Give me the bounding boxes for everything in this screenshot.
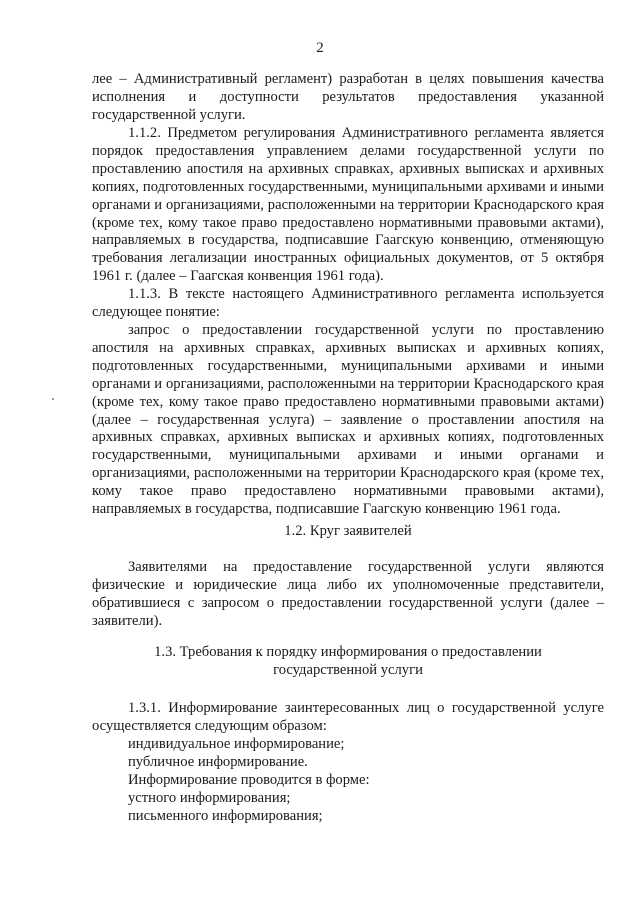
heading-applicants: 1.2. Круг заявителей xyxy=(284,523,412,539)
list-item-oral: устного информирования; xyxy=(128,790,291,806)
paragraph-intro-continuation: лее – Административный регламент) разработан в целях повышения качества исполнения и доступности результатов предоставления указанной государственной услуги. xyxy=(92,71,604,123)
list-heading-forms: Информирование проводится в форме: xyxy=(128,772,370,788)
paragraph-1-1-3: 1.1.3. В тексте настоящего Административного регламента используется следующее понятие: xyxy=(92,286,604,320)
page-number: 2 xyxy=(316,40,324,56)
paragraph-1-3-1: 1.3.1. Информирование заинтересованных лиц о государственной услуге осуществляется следующим образом: xyxy=(92,700,604,734)
heading-line-1: 1.3. Требования к порядку информирования о предоставлении xyxy=(154,644,542,660)
paragraph-definition: запрос о предоставлении государственной услуги по проставлению апостиля на архивных справках, архивных выписках и архивных копиях, подготовленных государственными, муниципальными архивами и иными органами и организациями, расположенными на территории Краснодарского края (кроме тех, кому такое право предоставлено нормативными правовыми актами) (далее – государственная услуга) – заявление о проставлении апостиля на архивных справках, архивных выписках и архивных копиях, подготовленных государственными, муниципальными архивами и иными органами и организациями, расположенными на территории Краснодарского края (кроме тех, кому такое право предоставлено нормативными правовыми актами), направляемых в государства, подписавшие Гаагскую конвенцию 1961 года. xyxy=(92,322,604,518)
paragraph-1-1-2: 1.1.2. Предметом регулирования Административного регламента является порядок предоставления управлением делами государственной услуги по проставлению апостиля на архивных справках, архивных выписках и архивных копиях, подготовленных государственными, муниципальными архивами и иными органами и организациями, расположенными на территории Краснодарского края (кроме тех, кому такое право предоставлено нормативными правовыми актами), направляемых в государства, подписавшие Гаагскую конвенцию, отменяющую требования легализации иностранных официальных документов, от 5 октября 1961 г. (далее – Гаагская конвенция 1961 года). xyxy=(92,125,604,285)
scan-speck xyxy=(52,398,54,400)
paragraph-applicants: Заявителями на предоставление государственной услуги являются физические и юридические лица либо их уполномоченные представители, обратившиеся с запросом о предоставлении государственной услуги (далее – заявители). xyxy=(92,559,604,629)
list-item-individual: индивидуальное информирование; xyxy=(128,736,345,752)
heading-line-2: государственной услуги xyxy=(273,661,423,678)
list-item-public: публичное информирование. xyxy=(128,754,308,770)
heading-information-requirements xyxy=(92,644,604,680)
list-item-written: письменного информирования; xyxy=(128,808,323,824)
